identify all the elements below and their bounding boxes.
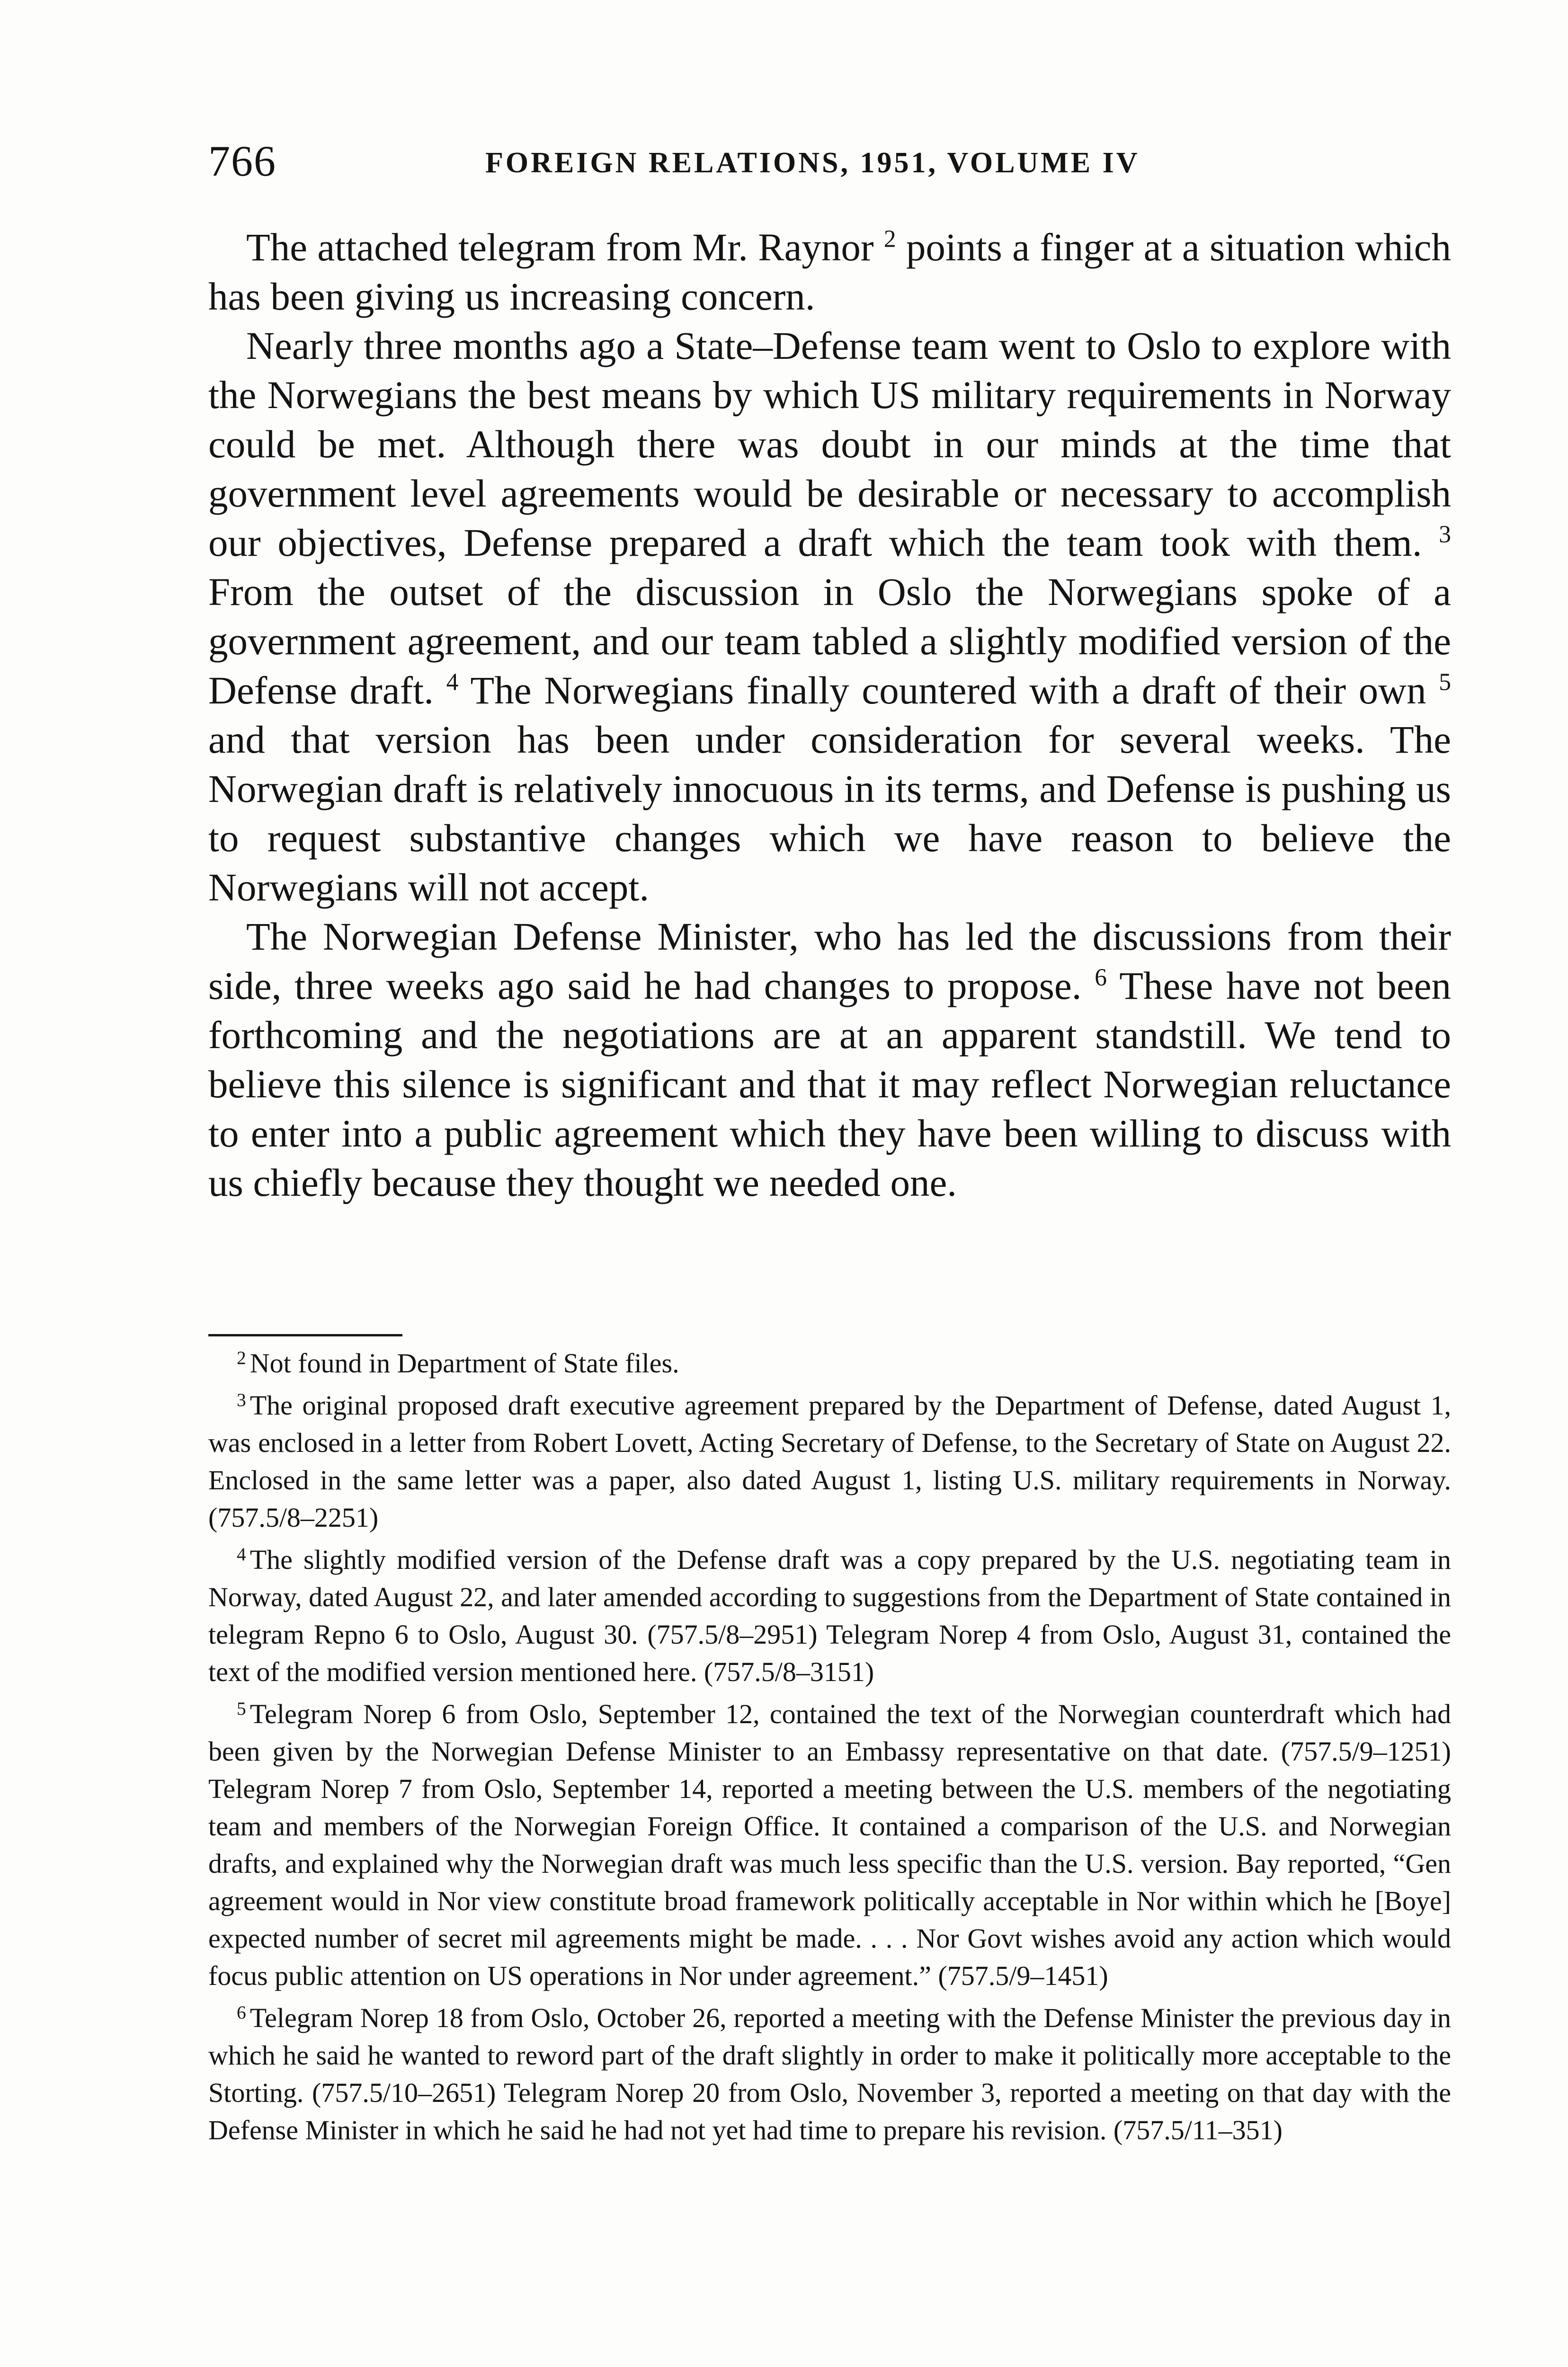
footnote-marker: 4 bbox=[237, 1544, 246, 1565]
footnote bbox=[208, 1999, 1451, 2149]
footnote-text: Telegram Norep 6 from Oslo, September 12, contained the text of the Norwegian counterdraft which had been given by the Norwegian Defense Minister to an Embassy representative on that date. (757.5/9–1251) Telegram Norep 7 from Oslo, September 14, reported a meeting between the U.S. members of the negotiating team and members of the Norwegian Foreign Office. It contained a comparison of the U.S. and Norwegian drafts, and explained why the Norwegian draft was much less specific than the U.S. version. Bay reported, “Gen agreement would in Nor view constitute broad framework politically acceptable in Nor within which he [Boye] expected number of secret mil agreements might be made. . . . Nor Govt wishes avoid any action which would focus public attention on US operations in Nor under agreement.” (757.5/9–1451) bbox=[208, 1699, 1451, 1991]
page-number: 766 bbox=[208, 137, 276, 185]
footnote-reference: 6 bbox=[1095, 964, 1107, 991]
footnote-marker: 2 bbox=[237, 1347, 246, 1369]
paragraph-text: The Norwegian Defense Minister, who has led the discussions from their side, three weeks ago said he had changes to propose. bbox=[208, 915, 1451, 1007]
paragraph-text: The Norwegians finally countered with a draft of their own bbox=[458, 668, 1439, 712]
footnote bbox=[208, 1344, 1451, 1382]
footnote bbox=[208, 1695, 1451, 1994]
body-text bbox=[208, 222, 1451, 1207]
footnote-reference: 4 bbox=[446, 668, 459, 696]
footnote-reference: 5 bbox=[1439, 668, 1452, 696]
paragraph-text: Nearly three months ago a State–Defense team went to Oslo to explore with the Norwegians the best means by which US military requirements in Norway could be met. Although there was doubt in our minds at the time that government level agreements would be desirable or necessary to accomplish our objectives, Defense prepared a draft which the team took with them. bbox=[208, 324, 1451, 564]
footnote-reference: 3 bbox=[1439, 521, 1451, 548]
paragraph-text: From the outset of the discussion in Oslo the Norwegians spoke of a government agreement, and our team tabled a slightly modified version of the Defense draft. bbox=[208, 570, 1451, 712]
footnote-marker: 5 bbox=[237, 1698, 246, 1719]
paragraph-text: points a finger at a situation which has been giving us increasing concern. bbox=[208, 225, 1451, 318]
body-paragraph bbox=[208, 222, 1451, 321]
footnote-divider bbox=[208, 1334, 402, 1336]
body-paragraph bbox=[208, 321, 1451, 912]
footnote-marker: 3 bbox=[237, 1389, 246, 1411]
footnote-text: Not found in Department of State files. bbox=[249, 1348, 679, 1379]
footnote bbox=[208, 1541, 1451, 1691]
running-head: FOREIGN RELATIONS, 1951, VOLUME IV bbox=[485, 147, 1140, 179]
footnotes-section bbox=[208, 1344, 1451, 2153]
footnote-text: The original proposed draft executive agreement prepared by the Department of Defense, dated August 1, was enclosed in a letter from Robert Lovett, Acting Secretary of Defense, to the Secretary of State on August 22. Enclosed in the same letter was a paper, also dated August 1, listing U.S. military requirements in Norway. (757.5/8–2251) bbox=[208, 1390, 1451, 1533]
footnote-reference: 2 bbox=[883, 225, 896, 253]
paragraph-text: and that version has been under consideration for several weeks. The Norwegian draft is relatively innocuous in its terms, and Defense is pushing us to request substantive changes which we have reason to believe the Norwegians will not accept. bbox=[208, 718, 1451, 909]
paragraph-text: These have not been forthcoming and the negotiations are at an apparent standstill. We tend to believe this silence is significant and that it may reflect Norwegian reluctance to enter into a public agreement which they have been willing to discuss with us chiefly because they thought we needed one. bbox=[208, 964, 1451, 1204]
body-paragraph bbox=[208, 912, 1451, 1207]
page-header bbox=[208, 135, 1458, 187]
paragraph-text: The attached telegram from Mr. Raynor bbox=[246, 225, 884, 269]
footnote bbox=[208, 1387, 1451, 1536]
footnote-text: Telegram Norep 18 from Oslo, October 26, reported a meeting with the Defense Minister the previous day in which he said he wanted to reword part of the draft slightly in order to make it politically more acceptable to the Storting. (757.5/10–2651) Telegram Norep 20 from Oslo, November 3, reported a meeting on that day with the Defense Minister in which he said he had not yet had time to prepare his revision. (757.5/11–351) bbox=[208, 2002, 1451, 2145]
footnote-marker: 6 bbox=[237, 2002, 246, 2023]
footnote-text: The slightly modified version of the Defense draft was a copy prepared by the U.S. negotiating team in Norway, dated August 22, and later amended according to suggestions from the Department of State contained in telegram Repno 6 to Oslo, August 30. (757.5/8–2951) Telegram Norep 4 from Oslo, August 31, contained the text of the modified version mentioned here. (757.5/8–3151) bbox=[208, 1544, 1451, 1687]
